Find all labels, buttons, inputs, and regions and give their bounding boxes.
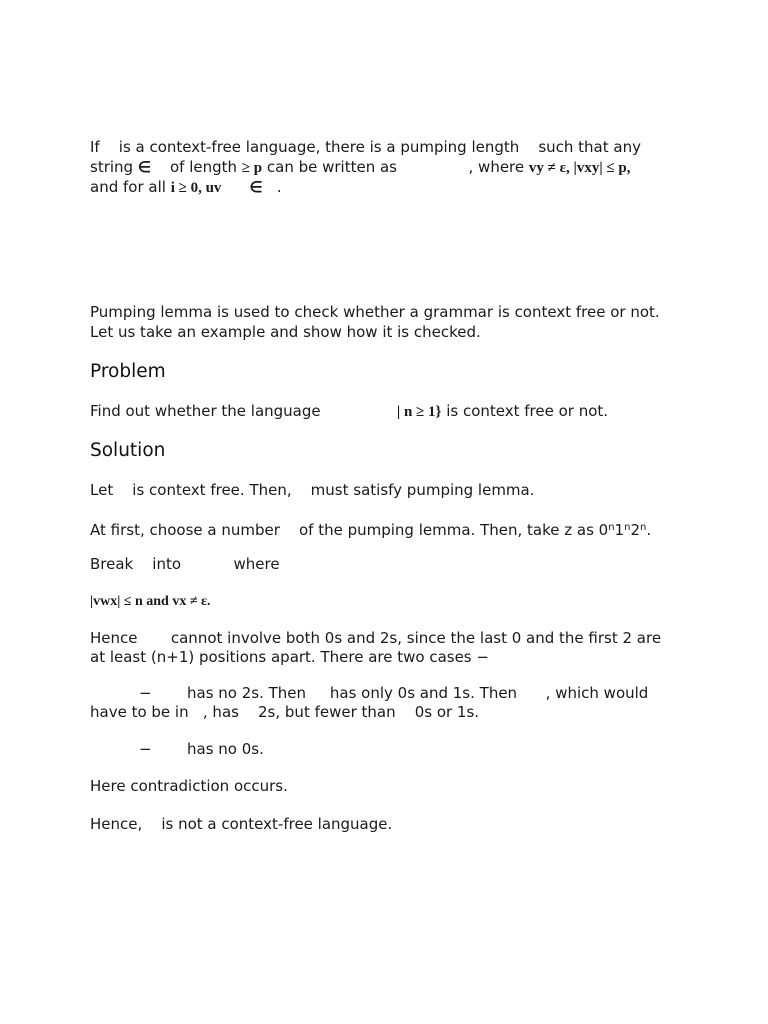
intro-line-2: Let us take an example and show how it is checked. (90, 323, 481, 341)
theorem-line-3 (90, 178, 282, 198)
intro-line-1: Pumping lemma is used to check whether a grammar is context free or not. (90, 303, 660, 321)
problem-heading: Problem (90, 361, 166, 382)
solution-p5-line-1: Hence cannot involve both 0s and 2s, since the last 0 and the first 2 are (90, 629, 662, 647)
theorem-line-1 (90, 138, 641, 157)
theorem-line-2-text-c: can be written as , where (262, 158, 529, 176)
case-1-line-2: have to be in , has 2s, but fewer than 0s or 1s. (90, 703, 480, 721)
solution-p7: Hence, is not a context-free language. (90, 815, 393, 833)
solution-p2-a: At first, choose a number of the pumping lemma. Then, take z as 0 (90, 521, 609, 539)
case-2-dash: − (139, 740, 152, 758)
theorem-line-2-text-a: string (90, 158, 138, 176)
problem-text-a: Find out whether the language (90, 402, 397, 420)
solution-p2 (90, 518, 651, 540)
theorem-line-1-text: If is a context-free language, there is a pumping length such that any (90, 138, 641, 156)
solution-p6: Here contradiction occurs. (90, 777, 288, 795)
solution-p5-line-2: at least (n+1) positions apart. There are two cases − (90, 648, 489, 666)
superscript-n-3: n (639, 522, 647, 533)
solution-heading: Solution (90, 440, 166, 461)
theorem-line-2 (90, 158, 630, 178)
solution-p1: Let is context free. Then, must satisfy pumping lemma. (90, 481, 535, 499)
superscript-n-2: n (624, 522, 631, 533)
superscript-n-1: n (608, 522, 615, 533)
theorem-math-conditions: vy ≠ ε, |vxy| ≤ p, (528, 160, 631, 176)
problem-text (90, 402, 608, 422)
theorem-line-3-text-a: and for all (90, 178, 171, 196)
theorem-math-i: i ≥ 0, uv (170, 180, 222, 196)
problem-text-b: is context free or not. (441, 402, 609, 420)
solution-p3: Break into where (90, 555, 280, 573)
element-of-symbol: ∈ (137, 160, 151, 176)
problem-math: | n ≥ 1} (396, 404, 442, 420)
case-2-line-1: has no 0s. (187, 740, 264, 758)
case-1-dash: − (139, 684, 152, 702)
theorem-math-p: ≥ p (241, 160, 263, 176)
solution-p2-d: . (646, 521, 652, 539)
theorem-line-3-text-c: . (262, 178, 282, 196)
solution-p2-c: 2 (630, 521, 640, 539)
theorem-line-2-text-b: of length (150, 158, 242, 176)
element-of-symbol-2: ∈ (249, 180, 263, 196)
solution-p4-math: |vwx| ≤ n and vx ≠ ε. (90, 594, 211, 609)
solution-p2-b: 1 (614, 521, 625, 539)
case-1-line-1: has no 2s. Then has only 0s and 1s. Then , which would (187, 684, 649, 702)
